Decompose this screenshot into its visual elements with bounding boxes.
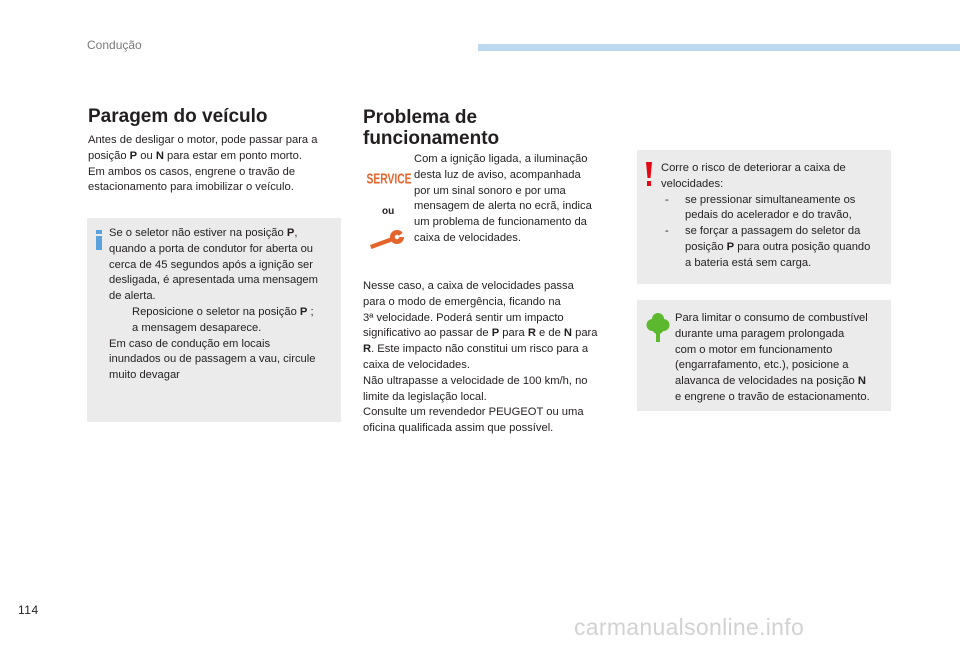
text-line: Se o seletor não estiver na posição P, (109, 227, 298, 239)
running-header: Condução (87, 38, 142, 52)
service-label: SERVICE (366, 170, 412, 188)
info-text-after (109, 337, 339, 384)
intro-paragraph (88, 133, 343, 196)
service-warning-icon (366, 170, 412, 186)
page-number: 114 (18, 603, 39, 617)
text-line: significativo ao passar de P para R e de N para (363, 327, 598, 340)
text-line: caixa de velocidades. (414, 231, 521, 244)
info-icon (96, 230, 102, 250)
text-line: Com a ignição ligada, a iluminação (414, 153, 588, 165)
eco-tree-icon (646, 312, 670, 342)
text-line: Corre o risco de deteriorar a caixa de (661, 162, 846, 174)
text-line: alavanca de velocidades na posição N (675, 375, 866, 388)
eco-box (637, 300, 891, 411)
info-bullet (109, 305, 339, 337)
text-line: se pressionar simultaneamente os (685, 193, 856, 206)
text-line: (engarrafamento, etc.), posicione a (675, 359, 849, 372)
text-line: e engrene o travão de estacionamento. (675, 390, 870, 403)
section-title-malfunction: Problema de funcionamento (363, 107, 500, 149)
warning-item: - se forçar a passagem do seletor da posição P para outra posição quando a bateria está sem carga. (661, 224, 887, 271)
text-line: durante uma paragem prolongada (675, 327, 845, 340)
text-line: pedais do acelerador e do travão, (685, 209, 852, 222)
text-line: posição P ou N para estar em ponto morto. (88, 149, 302, 162)
text-line: por um sinal sonoro e por uma (414, 184, 566, 197)
text-line: oficina qualificada assim que possível. (363, 422, 554, 435)
text-line: de alerta. (109, 290, 156, 303)
warning-box (637, 150, 891, 284)
text-line: posição P para outra posição quando (685, 240, 871, 253)
text-line: Para limitar o consumo de combustível (675, 312, 868, 324)
text-line: inundados ou de passagem a vau, circule (109, 353, 316, 366)
header-bar (478, 44, 960, 51)
warning-item: - se pressionar simultaneamente os pedais do acelerador e do travão, (661, 193, 887, 225)
bullet-marker (109, 305, 132, 337)
text-line: limite da legislação local. (363, 390, 487, 403)
text-line: a mensagem desaparece. (132, 321, 262, 334)
text-line: muito devagar (109, 369, 180, 382)
text-line: 3ª velocidade. Poderá sentir um impacto (363, 311, 564, 324)
text-line: Em caso de condução em locais (109, 337, 271, 350)
text-line: Nesse caso, a caixa de velocidades passa (363, 280, 574, 292)
wrench-icon (368, 229, 408, 251)
text-line: com o motor em funcionamento (675, 343, 833, 356)
watermark: carmanualsonline.info (574, 614, 805, 640)
section-title-stopping: Paragem do veículo (88, 106, 268, 127)
text-line: Consulte um revendedor PEUGEOT ou uma (363, 406, 584, 419)
text-line: mensagem de alerta no ecrã, indica (414, 200, 592, 213)
text-line: um problema de funcionamento da (414, 216, 587, 229)
text-line: R. Este impacto não constitui um risco para a (363, 343, 589, 356)
text-line: Não ultrapasse a velocidade de 100 km/h, no (363, 374, 588, 387)
text-line: quando a porta de condutor for aberta ou (109, 242, 314, 255)
text-line: velocidades: (661, 177, 724, 190)
text-line: cerca de 45 segundos após a ignição ser (109, 258, 313, 271)
text-line: a bateria está sem carga. (685, 256, 812, 269)
info-box (87, 218, 341, 422)
text-line: caixa de velocidades. (363, 358, 470, 371)
info-text (109, 226, 339, 305)
warning-icon (645, 162, 653, 186)
malfunction-text (414, 152, 604, 247)
bullet-text (132, 305, 314, 337)
text-line: Antes de desligar o motor, pode passar para a (88, 134, 318, 146)
or-label: ou (382, 206, 395, 217)
text-line: desligada, é apresentada uma mensagem (109, 274, 318, 287)
eco-text (675, 311, 887, 406)
warning-text (661, 161, 887, 193)
text-line: para o modo de emergência, ficando na (363, 295, 561, 308)
text-line: desta luz de aviso, acompanhada (414, 168, 581, 181)
text-line: Em ambos os casos, engrene o travão de (88, 165, 296, 178)
text-line: Reposicione o seletor na posição P ; (132, 305, 314, 318)
emergency-mode-text (363, 279, 621, 437)
text-line: se forçar a passagem do seletor da (685, 225, 861, 238)
text-line: estacionamento para imobilizar o veículo. (88, 181, 294, 194)
